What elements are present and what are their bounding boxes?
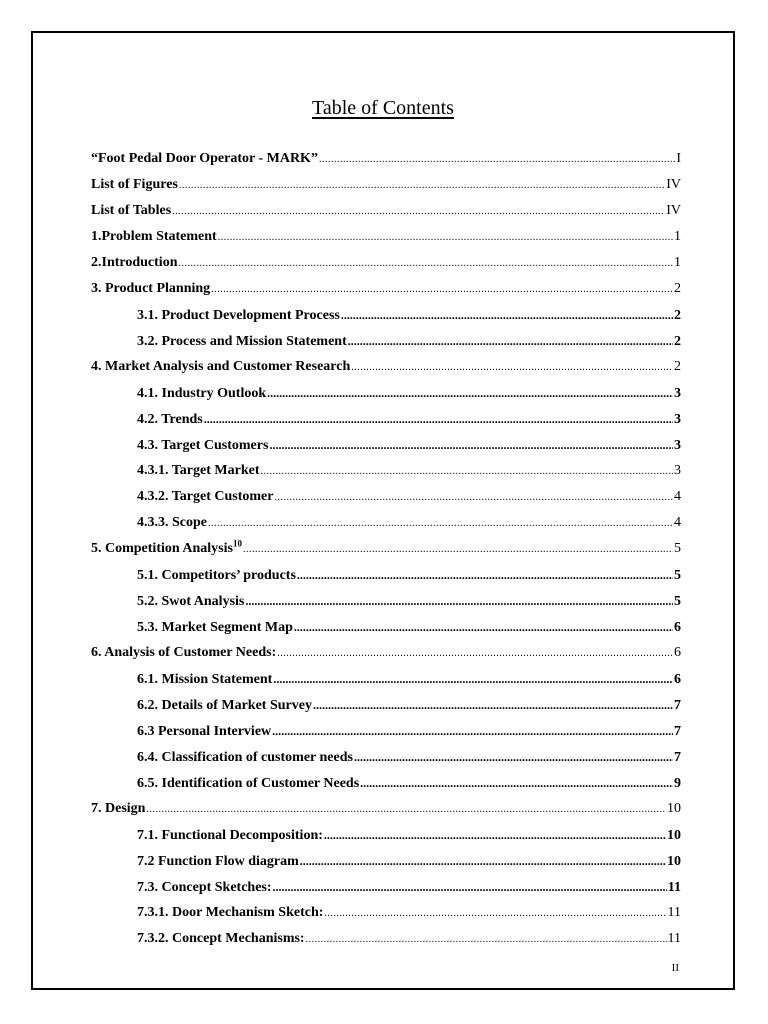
toc-entry-page: 7 <box>674 750 681 765</box>
dot-leader <box>324 901 666 927</box>
toc-entry-label <box>91 224 217 250</box>
toc-entry[interactable] <box>91 796 681 822</box>
toc-entry[interactable] <box>91 614 681 640</box>
toc-entry-text: 3.2. Process and Mission Statement <box>137 334 347 349</box>
toc-entry-text: 4.2. Trends <box>137 412 203 427</box>
toc-entry-text: 6.5. Identification of Customer Needs <box>137 776 360 791</box>
toc-entry-page: 10 <box>667 801 681 816</box>
toc-entry-label <box>91 354 350 380</box>
toc-entry-label <box>137 563 296 589</box>
dot-leader <box>319 147 675 173</box>
toc-entry-text: 6.4. Classification of customer needs <box>137 750 353 765</box>
toc-entry-label <box>137 510 207 536</box>
toc-entry-text: 6.1. Mission Statement <box>137 672 273 687</box>
toc-entry[interactable] <box>91 744 681 770</box>
toc-entry-label <box>137 849 299 875</box>
toc-entry-text: 7.3. Concept Sketches: <box>137 880 272 895</box>
toc-entry-text: 5.1. Competitors’ products <box>137 568 296 583</box>
document-page <box>31 31 735 990</box>
toc-entry-page: 6 <box>674 645 681 660</box>
toc-entry-page: 5 <box>674 594 681 609</box>
toc-entry[interactable] <box>91 666 681 692</box>
toc-entry-page: 2 <box>674 334 681 349</box>
dot-leader <box>178 251 673 277</box>
toc-entry[interactable] <box>91 224 681 250</box>
dot-leader <box>341 302 673 328</box>
toc-entry[interactable] <box>91 900 681 926</box>
toc-entry[interactable] <box>91 770 681 796</box>
toc-entry-page: 3 <box>674 463 681 478</box>
dot-leader <box>348 328 673 354</box>
toc-entry-page: 7 <box>674 698 681 713</box>
toc-entry-page: 3 <box>674 412 681 427</box>
dot-leader <box>208 511 673 537</box>
dot-leader <box>245 588 673 614</box>
toc-entry-label <box>91 796 145 822</box>
toc-entry-page: 11 <box>667 880 681 895</box>
toc-entry-text: 2.Introduction <box>91 255 178 270</box>
toc-entry-label <box>137 615 293 641</box>
toc-entry[interactable] <box>91 328 681 354</box>
table-of-contents <box>91 146 681 952</box>
toc-entry-label <box>137 458 259 484</box>
toc-entry-label <box>91 198 171 224</box>
dot-leader <box>269 432 673 458</box>
page-title: Table of Contents <box>312 97 454 119</box>
toc-entry[interactable] <box>91 250 681 276</box>
dot-leader <box>351 355 673 381</box>
toc-entry[interactable] <box>91 822 681 848</box>
toc-entry[interactable] <box>91 640 681 666</box>
toc-entry[interactable] <box>91 926 681 952</box>
toc-entry[interactable] <box>91 458 681 484</box>
toc-entry-label <box>137 381 266 407</box>
toc-entry[interactable] <box>91 432 681 458</box>
toc-entry-page: 5 <box>674 568 681 583</box>
toc-entry[interactable] <box>91 692 681 718</box>
dot-leader <box>275 485 674 511</box>
toc-entry-label <box>137 900 323 926</box>
toc-entry[interactable] <box>91 848 681 874</box>
toc-entry-label <box>137 433 268 459</box>
toc-entry-page: 11 <box>667 905 681 920</box>
dot-leader <box>313 692 673 718</box>
toc-entry-text: 3. Product Planning <box>91 281 211 296</box>
toc-entry[interactable] <box>91 302 681 328</box>
toc-entry-text: 4.3.3. Scope <box>137 515 207 530</box>
toc-entry-text: List of Tables <box>91 203 172 218</box>
toc-entry-text: 4.3.1. Target Market <box>137 463 260 478</box>
dot-leader <box>218 225 673 251</box>
toc-entry[interactable] <box>91 146 681 172</box>
toc-entry-text: 7.3.1. Door Mechanism Sketch: <box>137 905 324 920</box>
toc-entry-page: 10 <box>667 854 681 869</box>
toc-entry[interactable] <box>91 562 681 588</box>
toc-entry-text: 7. Design <box>91 801 146 816</box>
toc-entry-text: 4.3.2. Target Customer <box>137 489 274 504</box>
toc-entry-page: IV <box>666 177 681 192</box>
toc-entry-label <box>137 719 271 745</box>
dot-leader <box>272 718 673 744</box>
dot-leader <box>243 537 673 563</box>
dot-leader <box>267 380 673 406</box>
toc-entry-label <box>91 146 318 172</box>
toc-entry-page: 2 <box>674 281 681 296</box>
dot-leader <box>204 406 673 432</box>
dot-leader <box>146 797 666 823</box>
toc-entry-page: 5 <box>674 541 681 556</box>
toc-entry[interactable] <box>91 536 681 562</box>
dot-leader <box>211 277 673 303</box>
toc-entry-label <box>137 745 353 771</box>
toc-entry-text: 4. Market Analysis and Customer Research <box>91 359 351 374</box>
toc-entry-page: 11 <box>667 931 681 946</box>
dot-leader <box>260 459 673 485</box>
page-number: II <box>671 962 679 974</box>
toc-entry-label <box>91 536 242 562</box>
toc-entry-text: 4.1. Industry Outlook <box>137 386 267 401</box>
dot-leader <box>294 614 673 640</box>
dot-leader <box>300 848 666 874</box>
toc-entry[interactable] <box>91 406 681 432</box>
toc-entry-page: 4 <box>674 515 681 530</box>
toc-entry-text: 6.2. Details of Market Survey <box>137 698 312 713</box>
toc-entry[interactable] <box>91 276 681 302</box>
toc-entry-label <box>137 484 274 510</box>
toc-entry[interactable] <box>91 510 681 536</box>
toc-entry[interactable] <box>91 198 681 224</box>
toc-entry-page: 7 <box>674 724 681 739</box>
dot-leader <box>273 874 667 900</box>
toc-entry-page: 3 <box>674 386 681 401</box>
dot-leader <box>360 770 673 796</box>
toc-entry-text: 7.1. Functional Decomposition: <box>137 828 323 843</box>
toc-entry-page: I <box>676 151 681 166</box>
toc-entry-label <box>137 771 359 797</box>
toc-entry-text: 1.Problem Statement <box>91 229 217 244</box>
dot-leader <box>354 744 673 770</box>
footnote-reference: 10 <box>232 538 242 549</box>
toc-entry-label <box>137 875 272 901</box>
toc-entry-label <box>137 823 323 849</box>
toc-entry-page: 9 <box>674 776 681 791</box>
toc-entry[interactable] <box>91 380 681 406</box>
dot-leader <box>297 562 673 588</box>
toc-entry-label <box>137 693 312 719</box>
toc-entry-label <box>137 589 244 615</box>
toc-entry[interactable] <box>91 588 681 614</box>
toc-entry-page: 1 <box>674 229 681 244</box>
toc-entry[interactable] <box>91 874 681 900</box>
toc-entry-text: 5. Competition Analysis <box>91 541 233 556</box>
toc-entry-label <box>91 172 178 198</box>
toc-entry-text: List of Figures <box>91 177 178 192</box>
toc-entry-label <box>91 276 210 302</box>
toc-entry-text: 6. Analysis of Customer Needs: <box>91 645 277 660</box>
toc-entry-page: 10 <box>667 828 681 843</box>
toc-entry-label <box>137 303 340 329</box>
toc-entry-page: 2 <box>674 359 681 374</box>
toc-entry-text: 7.3.2. Concept Mechanisms: <box>137 931 305 946</box>
dot-leader <box>306 927 667 953</box>
toc-entry-page: IV <box>666 203 681 218</box>
toc-entry[interactable] <box>91 484 681 510</box>
dot-leader <box>172 199 665 225</box>
toc-entry[interactable] <box>91 718 681 744</box>
dot-leader <box>277 641 673 667</box>
toc-entry[interactable] <box>91 172 681 198</box>
toc-entry-text: “Foot Pedal Door Operator - MARK” <box>91 151 318 166</box>
toc-entry-label <box>137 667 272 693</box>
toc-entry-page: 2 <box>674 308 681 323</box>
toc-entry-page: 6 <box>674 672 681 687</box>
toc-entry-text: 3.1. Product Development Process <box>137 308 340 323</box>
toc-entry-label <box>137 329 347 355</box>
dot-leader <box>273 666 673 692</box>
toc-entry-page: 3 <box>674 438 681 453</box>
toc-entry-page: 1 <box>674 255 681 270</box>
toc-entry[interactable] <box>91 354 681 380</box>
toc-entry-text: 7.2 Function Flow diagram <box>137 854 299 869</box>
toc-entry-page: 6 <box>674 620 681 635</box>
toc-entry-text: 5.2. Swot Analysis <box>137 594 245 609</box>
toc-entry-label <box>91 640 276 666</box>
toc-entry-text: 5.3. Market Segment Map <box>137 620 293 635</box>
toc-entry-text: 4.3. Target Customers <box>137 438 269 453</box>
dot-leader <box>179 173 665 199</box>
toc-entry-label <box>137 926 305 952</box>
toc-entry-page: 4 <box>674 489 681 504</box>
dot-leader <box>324 822 666 848</box>
toc-entry-label <box>91 250 177 276</box>
toc-entry-label <box>137 407 203 433</box>
toc-entry-text: 6.3 Personal Interview <box>137 724 272 739</box>
